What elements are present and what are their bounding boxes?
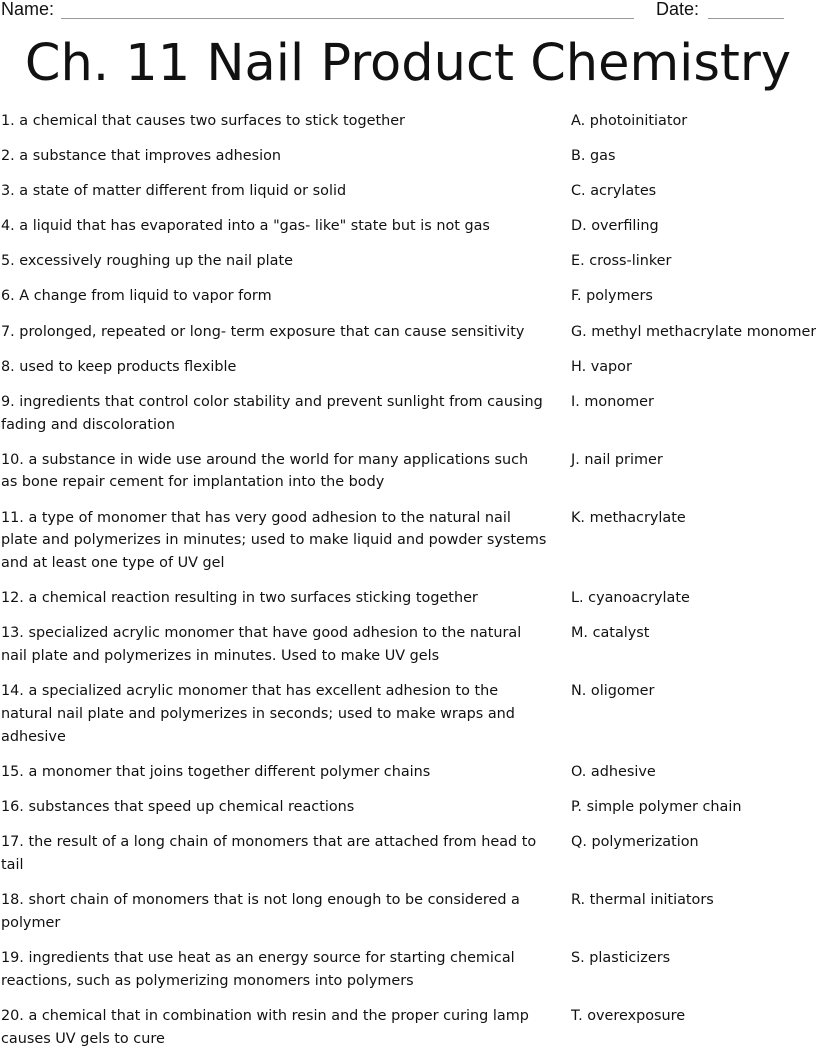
worksheet-header <box>0 0 816 22</box>
matching-row <box>0 622 816 668</box>
date-label: Date: <box>656 0 700 19</box>
clue-text: 4. a liquid that has evaporated into a "gas- like" state but is not gas <box>1 218 490 235</box>
name-label: Name: <box>1 0 55 19</box>
clue-text: 14. a specialized acrylic monomer that has excellent adhesion to the natural nail plate and polymerizes in seconds; used to make wraps and adhesive <box>1 683 515 745</box>
matching-row <box>0 796 816 819</box>
answer-option: I. monomer <box>571 393 654 410</box>
clue-text: 7. prolonged, repeated or long- term exposure that can cause sensitivity <box>1 323 525 340</box>
clue-text: 11. a type of monomer that has very good adhesion to the natural nail plate and polymerizes in minutes; used to make liquid and powder systems and at least one type of UV gel <box>1 509 547 572</box>
matching-row <box>0 947 816 993</box>
matching-row <box>0 587 816 610</box>
answer-option: S. plasticizers <box>571 949 671 966</box>
answer-option: D. overfiling <box>571 218 659 235</box>
answer-option: J. nail primer <box>571 451 663 468</box>
clue-text: 16. substances that speed up chemical reactions <box>1 798 355 815</box>
matching-row <box>0 391 816 437</box>
answer-option: M. catalyst <box>571 625 650 642</box>
answer-option: A. photoinitiator <box>571 113 688 129</box>
matching-row <box>0 215 816 238</box>
matching-row <box>0 507 816 575</box>
clue-text: 10. a substance in wide use around the world for many applications such as bone repair cement for implantation into the body <box>1 451 529 491</box>
clue-text: 18. short chain of monomers that is not long enough to be considered a polymer <box>1 891 520 931</box>
matching-row <box>0 680 816 748</box>
answer-option: G. methyl methacrylate monomer <box>571 323 816 340</box>
matching-row <box>0 1005 816 1051</box>
answer-option: L. cyanoacrylate <box>571 590 690 607</box>
clue-text: 19. ingredients that use heat as an energy source for starting chemical reactions, such as polymerizing monomers into polymers <box>1 949 515 989</box>
clue-text: 17. the result of a long chain of monomers that are attached from head to tail <box>1 834 537 873</box>
matching-row <box>0 356 816 379</box>
answer-option: R. thermal initiators <box>571 891 714 908</box>
matching-row <box>0 321 816 344</box>
answer-option: H. vapor <box>571 358 632 375</box>
matching-row <box>0 110 816 133</box>
clue-text: 20. a chemical that in combination with resin and the proper curing lamp causes UV gels to cure <box>1 1007 529 1047</box>
matching-row <box>0 250 816 273</box>
clue-text: 3. a state of matter different from liquid or solid <box>1 183 347 200</box>
matching-row <box>0 285 816 308</box>
clue-text: 1. a chemical that causes two surfaces to stick together <box>1 113 405 129</box>
matching-row <box>0 180 816 203</box>
clue-text: 13. specialized acrylic monomer that have good adhesion to the natural nail plate and polymerizes in minutes. Used to make UV gels <box>1 625 522 665</box>
clue-text: 2. a substance that improves adhesion <box>1 148 282 165</box>
matching-row <box>0 761 816 784</box>
clue-text: 15. a monomer that joins together different polymer chains <box>1 763 431 780</box>
matching-row <box>0 831 816 877</box>
answer-option: B. gas <box>571 148 616 165</box>
date-blank-line <box>708 18 784 19</box>
name-blank-line <box>61 18 634 19</box>
answer-option: T. overexposure <box>571 1007 686 1024</box>
answer-option: P. simple polymer chain <box>571 798 742 815</box>
matching-row <box>0 889 816 935</box>
answer-option: F. polymers <box>571 288 653 305</box>
matching-row <box>0 449 816 495</box>
answer-option: N. oligomer <box>571 683 655 700</box>
answer-option: E. cross-linker <box>571 253 672 270</box>
worksheet-title: Ch. 11 Nail Product Chemistry <box>24 34 792 93</box>
answer-option: C. acrylates <box>571 183 657 200</box>
clue-text: 8. used to keep products flexible <box>1 358 237 375</box>
clue-text: 12. a chemical reaction resulting in two surfaces sticking together <box>1 590 478 607</box>
answer-option: Q. polymerization <box>571 834 699 851</box>
clue-text: 5. excessively roughing up the nail plate <box>1 253 293 270</box>
matching-list <box>0 110 816 1063</box>
matching-row <box>0 145 816 168</box>
clue-text: 9. ingredients that control color stability and prevent sunlight from causing fading and discoloration <box>1 393 543 433</box>
clue-text: 6. A change from liquid to vapor form <box>1 288 272 305</box>
answer-option: O. adhesive <box>571 763 656 780</box>
answer-option: K. methacrylate <box>571 509 686 526</box>
